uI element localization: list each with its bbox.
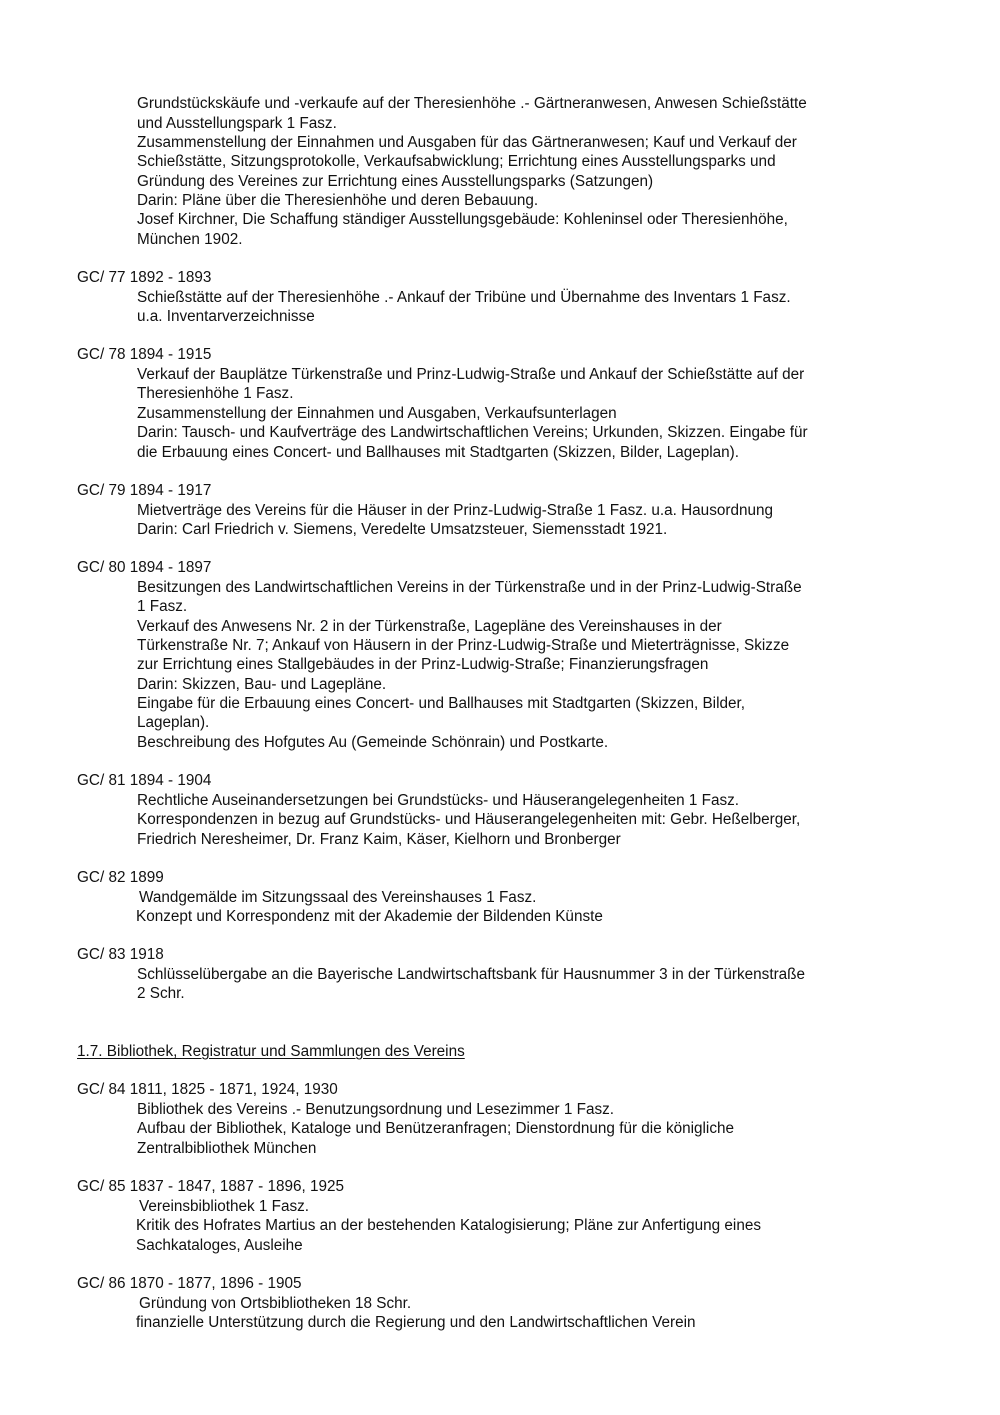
entry-text-line: Josef Kirchner, Die Schaffung ständiger Ausstellungsgebäude: Kohleninsel oder Theresienhöhe, (137, 211, 788, 228)
entry-text-line: Besitzungen des Landwirtschaftlichen Vereins in der Türkenstraße und in der Prinz-Ludwig-Straße (137, 579, 802, 596)
entry-signature: GC/ 79 1894 - 1917 (77, 482, 212, 499)
entry-text-line: München 1902. (137, 231, 243, 248)
entry-text-line: zur Errichtung eines Stallgebäudes in der Prinz-Ludwig-Straße; Finanzierungsfragen (137, 656, 709, 673)
entry-text-line: Darin: Pläne über die Theresienhöhe und deren Bebauung. (137, 192, 539, 209)
entry-text-line: Zusammenstellung der Einnahmen und Ausgaben für das Gärtneranwesen; Kauf und Verkauf der (137, 134, 797, 151)
entry-signature: GC/ 80 1894 - 1897 (77, 559, 212, 576)
entry-text-line: Zusammenstellung der Einnahmen und Ausgaben, Verkaufsunterlagen (137, 405, 617, 422)
entry-text-line: Aufbau der Bibliothek, Kataloge und Benützeranfragen; Dienstordnung für die königliche (137, 1120, 734, 1137)
entry-signature: GC/ 78 1894 - 1915 (77, 346, 212, 363)
entry-signature: GC/ 86 1870 - 1877, 1896 - 1905 (77, 1275, 302, 1292)
section-heading: 1.7. Bibliothek, Registratur und Sammlungen des Vereins (77, 1043, 465, 1060)
entry-signature: GC/ 82 1899 (77, 869, 164, 886)
entry-signature: GC/ 84 1811, 1825 - 1871, 1924, 1930 (77, 1081, 338, 1098)
entry-text-line: Zentralbibliothek München (137, 1140, 317, 1157)
entry-text-line: Schießstätte, Sitzungsprotokolle, Verkaufsabwicklung; Errichtung eines Ausstellungsparks und (137, 153, 776, 170)
entry-text-line: Verkauf des Anwesens Nr. 2 in der Türkenstraße, Lagepläne des Vereinshauses in der (137, 618, 722, 635)
entry-signature: GC/ 83 1918 (77, 946, 164, 963)
entry-text-line: Theresienhöhe 1 Fasz. (137, 385, 294, 402)
entry-text-line: Schlüsselübergabe an die Bayerische Landwirtschaftsbank für Hausnummer 3 in der Türkenstraße (137, 966, 806, 983)
entry-text-line: Friedrich Neresheimer, Dr. Franz Kaim, Käser, Kielhorn und Bronberger (137, 831, 621, 848)
entry-text-line: finanzielle Unterstützung durch die Regierung und den Landwirtschaftlichen Verein (136, 1314, 696, 1331)
entry-text-line: und Ausstellungspark 1 Fasz. (137, 115, 337, 132)
entry-text-line: Beschreibung des Hofgutes Au (Gemeinde Schönrain) und Postkarte. (137, 734, 609, 751)
entry-text-line: 1 Fasz. (137, 598, 188, 615)
entry-text-line: Lageplan). (137, 714, 210, 731)
entry-text-line: Darin: Tausch- und Kaufverträge des Landwirtschaftlichen Vereins; Urkunden, Skizzen. Eingabe für (137, 424, 808, 441)
entry-text-line: u.a. Inventarverzeichnisse (137, 308, 315, 325)
entry-text-line: Korrespondenzen in bezug auf Grundstücks- und Häuserangelegenheiten mit: Gebr. Heßelberger, (137, 811, 801, 828)
entry-text-line: Schießstätte auf der Theresienhöhe .- Ankauf der Tribüne und Übernahme des Inventars 1 Fasz. (137, 289, 791, 306)
entry-text-line: Mietverträge des Vereins für die Häuser in der Prinz-Ludwig-Straße 1 Fasz. u.a. Hausordnung (137, 502, 773, 519)
entry-text-line: Wandgemälde im Sitzungssaal des Vereinshauses 1 Fasz. (139, 889, 537, 906)
entry-text-line: die Erbauung eines Concert- und Ballhauses mit Stadtgarten (Skizzen, Bilder, Lageplan). (137, 444, 740, 461)
entry-text-line: Verkauf der Bauplätze Türkenstraße und Prinz-Ludwig-Straße und Ankauf der Schießstätte auf der (137, 366, 805, 383)
entry-text-line: Kritik des Hofrates Martius an der bestehenden Katalogisierung; Pläne zur Anfertigung eines (136, 1217, 761, 1234)
entry-signature: GC/ 77 1892 - 1893 (77, 269, 212, 286)
entry-text-line: Türkenstraße Nr. 7; Ankauf von Häusern in der Prinz-Ludwig-Straße und Mieterträgnisse, Skizze (137, 637, 790, 654)
entry-signature: GC/ 85 1837 - 1847, 1887 - 1896, 1925 (77, 1178, 345, 1195)
entry-text-line: Grundstückskäufe und -verkaufe auf der Theresienhöhe .- Gärtneranwesen, Anwesen Schießstätte (137, 95, 807, 112)
entry-text-line: Darin: Carl Friedrich v. Siemens, Veredelte Umsatzsteuer, Siemensstadt 1921. (137, 521, 668, 538)
entry-text-line: Konzept und Korrespondenz mit der Akademie der Bildenden Künste (136, 908, 603, 925)
entry-signature: GC/ 81 1894 - 1904 (77, 772, 212, 789)
entry-text-line: Gründung von Ortsbibliotheken 18 Schr. (139, 1295, 412, 1312)
entry-text-line: Darin: Skizzen, Bau- und Lagepläne. (137, 676, 387, 693)
entry-text-line: 2 Schr. (137, 985, 185, 1002)
entry-text-line: Gründung des Vereines zur Errichtung eines Ausstellungsparks (Satzungen) (137, 173, 654, 190)
entry-text-line: Sachkataloges, Ausleihe (136, 1237, 303, 1254)
entry-text-line: Bibliothek des Vereins .- Benutzungsordnung und Lesezimmer 1 Fasz. (137, 1101, 615, 1118)
entry-text-line: Eingabe für die Erbauung eines Concert- und Ballhauses mit Stadtgarten (Skizzen, Bilder, (137, 695, 745, 712)
entry-text-line: Rechtliche Auseinandersetzungen bei Grundstücks- und Häuserangelegenheiten 1 Fasz. (137, 792, 740, 809)
entry-text-line: Vereinsbibliothek 1 Fasz. (139, 1198, 310, 1215)
